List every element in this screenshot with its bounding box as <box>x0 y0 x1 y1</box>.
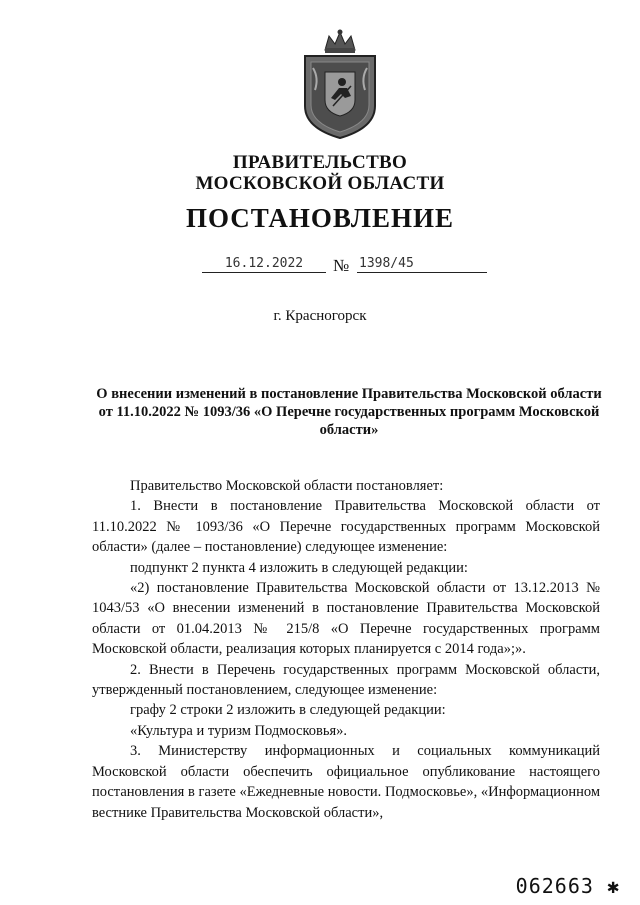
serial-number: 062663 ✱ <box>515 874 620 898</box>
paragraph: 1. Внести в постановление Правительства Московской области от 11.10.2022 № 1093/36 «О Перечне государственных программ Московской области» (далее – постановление) следующее изменение: <box>92 498 600 556</box>
paragraph: «2) постановление Правительства Московской области от 13.12.2013 № 1043/53 «О внесении изменений в постановление Правительства Московской области от 01.04.2013 № 215/8 «О Перечне государственных программ Московской области, реализация которых планируется с 2014 года»;». <box>92 580 600 658</box>
document-number: 1398/45 <box>357 256 487 273</box>
paragraph: подпункт 2 пункта 4 изложить в следующей редакции: <box>130 559 468 576</box>
organization-name-line2: МОСКОВСКОЙ ОБЛАСТИ <box>195 173 445 194</box>
paragraph: 2. Внести в Перечень государственных программ Московской области, утвержденный постановлением, следующее изменение: <box>92 661 600 699</box>
document-date: 16.12.2022 <box>202 256 326 273</box>
coat-of-arms-icon <box>295 28 385 142</box>
paragraph: 3. Министерству информационных и социальных коммуникаций Московской области обеспечить официальное опубликование настоящего постановления в газете «Ежедневные новости. Подмосковье», «Информационном вестнике Правительства Московской области», <box>92 743 600 821</box>
document-subject: О внесении изменений в постановление Правительства Московской области от 11.10.2022 № 1093/36 «О Перечне государственных программ Московской области» <box>96 386 602 438</box>
organization-name-line1: ПРАВИТЕЛЬСТВО <box>232 152 408 173</box>
paragraph: Правительство Московской области постановляет: <box>130 478 444 494</box>
paragraph: «Культура и туризм Подмосковья». <box>130 722 348 739</box>
document-body <box>92 476 600 823</box>
number-sign: № <box>333 256 350 275</box>
paragraph: графу 2 строки 2 изложить в следующей редакции: <box>130 702 446 719</box>
document-type-title: ПОСТАНОВЛЕНИЕ <box>185 203 455 233</box>
city-line: г. Красногорск <box>273 308 367 324</box>
